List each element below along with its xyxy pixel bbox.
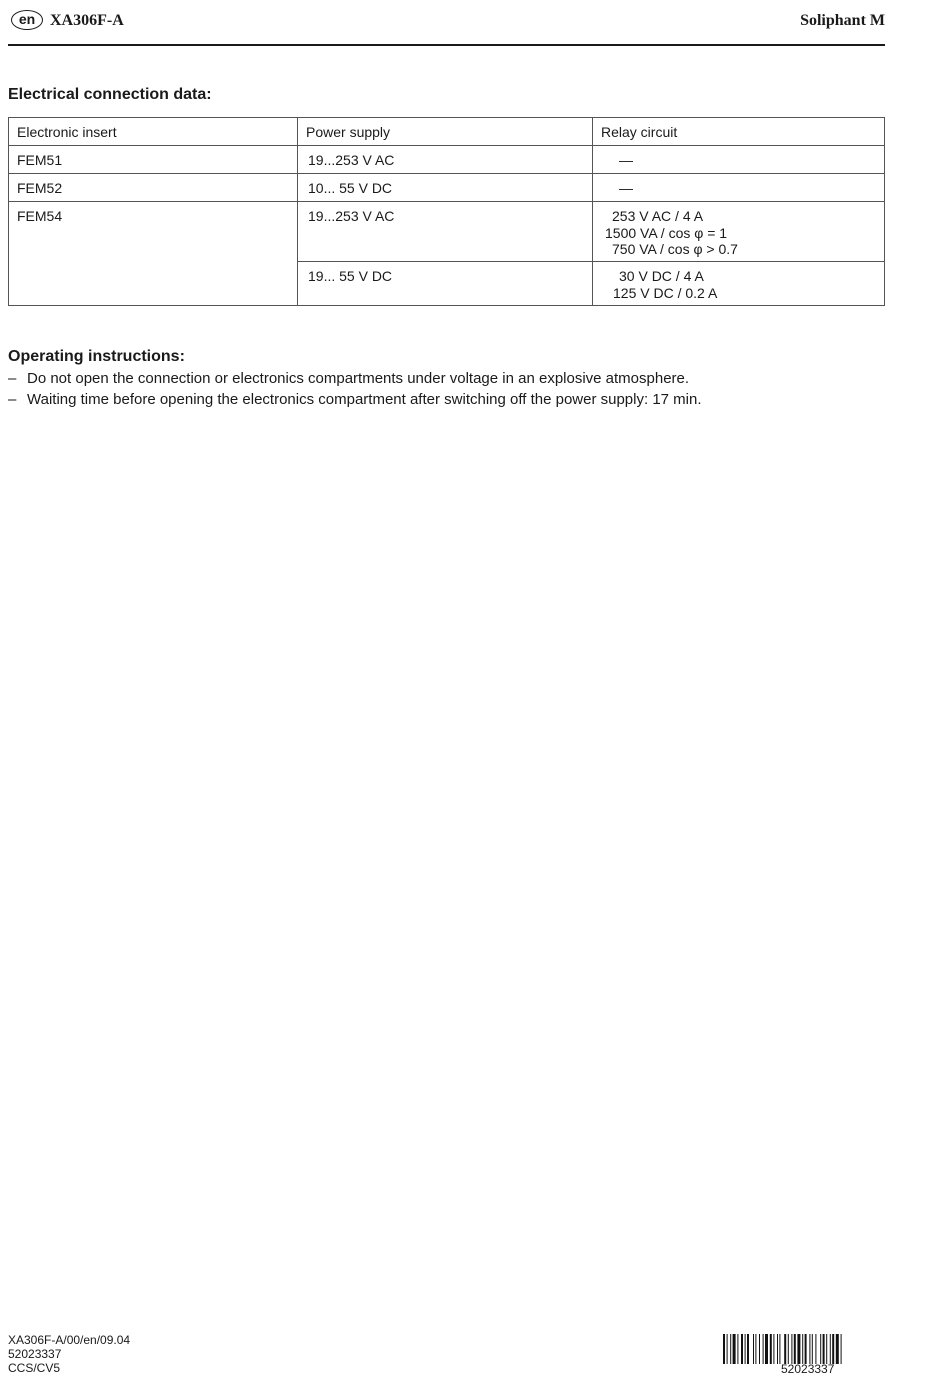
supply-cell: 19... 55 V DC bbox=[308, 268, 393, 284]
column-header-relay: Relay circuit bbox=[601, 124, 678, 140]
electrical-section-title: Electrical connection data: bbox=[8, 86, 212, 103]
footer-code: CCS/CV5 bbox=[8, 1361, 61, 1375]
connection-table bbox=[8, 117, 885, 306]
list-item-text: Do not open the connection or electronics compartments under voltage in an explosive atmosphere. bbox=[27, 370, 690, 387]
document-code: XA306F-A bbox=[50, 12, 124, 29]
insert-cell: FEM54 bbox=[17, 208, 63, 224]
table-row bbox=[9, 202, 885, 262]
list-bullet: – bbox=[8, 370, 17, 387]
insert-cell: FEM51 bbox=[17, 152, 63, 168]
column-header-supply: Power supply bbox=[306, 124, 391, 140]
list-item-text: Waiting time before opening the electronics compartment after switching off the power supply: 17 min. bbox=[27, 391, 702, 408]
operating-section-title: Operating instructions: bbox=[8, 348, 185, 365]
relay-cell bbox=[593, 202, 884, 258]
table-header-row bbox=[9, 118, 885, 146]
page-header bbox=[8, 8, 885, 46]
supply-cell: 10... 55 V DC bbox=[308, 180, 393, 196]
column-header-insert: Electronic insert bbox=[17, 124, 117, 140]
relay-cell: — bbox=[619, 152, 633, 168]
barcode-number: 52023337 bbox=[781, 1362, 835, 1376]
supply-cell: 19...253 V AC bbox=[308, 208, 395, 224]
relay-cell: — bbox=[619, 180, 633, 196]
language-badge: en bbox=[11, 10, 43, 30]
supply-cell: 19...253 V AC bbox=[308, 152, 395, 168]
relay-line: 750 VA / cos φ > 0.7 bbox=[612, 241, 738, 257]
footer-doc-id: XA306F-A/00/en/09.04 bbox=[8, 1333, 131, 1347]
table-row bbox=[9, 146, 885, 174]
relay-line: 30 V DC / 4 A bbox=[619, 268, 704, 284]
relay-line: 1500 VA / cos φ = 1 bbox=[605, 224, 728, 241]
barcode-icon bbox=[723, 1334, 887, 1364]
product-name: Soliphant M bbox=[800, 12, 885, 29]
relay-cell bbox=[593, 262, 884, 301]
table-row bbox=[9, 174, 885, 202]
footer-info bbox=[8, 1333, 130, 1375]
footer-order-number: 52023337 bbox=[8, 1347, 62, 1361]
relay-line: 253 V AC / 4 A bbox=[612, 208, 704, 224]
relay-line: 125 V DC / 0.2 A bbox=[613, 284, 718, 301]
list-bullet: – bbox=[8, 391, 17, 408]
insert-cell: FEM52 bbox=[17, 180, 63, 196]
